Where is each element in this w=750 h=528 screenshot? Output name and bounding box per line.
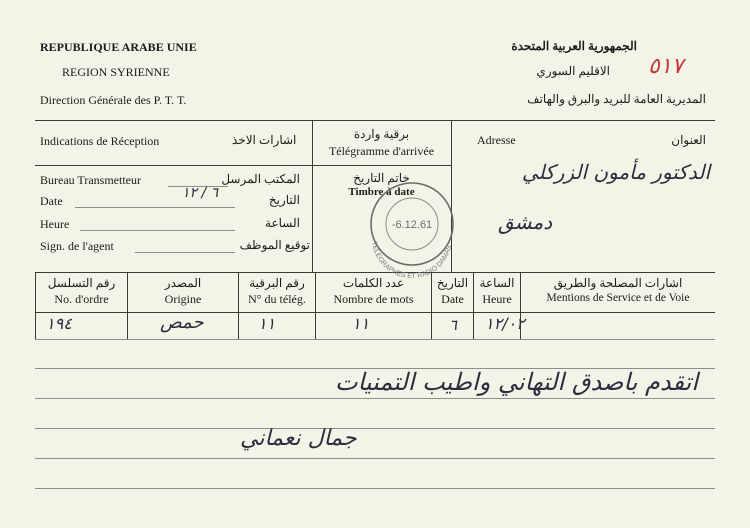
col-hour-ar: الساعة: [479, 276, 515, 290]
handwritten-serial: ٥١٧: [648, 54, 684, 79]
col-origin: Origine: [164, 292, 202, 306]
value-telegram-no: ١١: [258, 314, 276, 333]
col-service-ar: اشارات المصلحة والطريق: [553, 276, 683, 290]
col-service: Mentions de Service et de Voie: [546, 292, 690, 304]
value-origin: حمص: [160, 312, 204, 333]
header-direction: Direction Générale des P. T. T.: [40, 93, 187, 107]
col-order-ar: رقم التسلسل: [47, 276, 116, 290]
stamp-label: Timbre à date: [348, 186, 415, 198]
col-date-ar: التاريخ: [436, 276, 469, 290]
col-date: Date: [441, 292, 464, 306]
message-line-4: [35, 458, 715, 459]
message-text: اتقدم باصدق التهاني واطيب التمنيات: [335, 368, 698, 396]
message-line-2: [35, 398, 715, 399]
col-words: Nombre de mots: [333, 292, 414, 306]
label-heure: Heure: [40, 217, 70, 231]
header-region: REGION SYRIENNE: [62, 65, 170, 79]
reception-title-ar: اشارات الاخذ: [232, 133, 297, 147]
reception-title: Indications de Réception: [40, 134, 160, 148]
value-date: ٦: [449, 316, 458, 334]
header-direction-ar: المديرية العامة للبريد والبرق والهاتف: [527, 92, 706, 106]
message-line-3: [35, 428, 715, 429]
handwritten-date: ٦ / ١٢: [182, 185, 219, 201]
table-rule-bottom: [35, 339, 715, 340]
label-date: Date: [40, 194, 63, 208]
col-telegram-no: N° du télég.: [248, 292, 306, 306]
value-order: ١٩٤: [46, 314, 72, 333]
label-sign: Sign. de l'agent: [40, 239, 114, 253]
header-republic: REPUBLIQUE ARABE UNIE: [40, 40, 197, 54]
stamp-label-ar: خاتم التاريخ: [353, 171, 410, 185]
label-bureau: Bureau Transmetteur: [40, 173, 141, 187]
stamp-ring-text: TELEGRAPHES ET RADIO DAMAS: [370, 241, 454, 281]
value-hour: ١٢/٠٢: [485, 314, 525, 333]
handwritten-address-city: دمشق: [498, 210, 553, 234]
handwritten-address-name: الدكتور مأمون الزركلي: [521, 160, 710, 184]
col-origin-ar: المصدر: [164, 276, 202, 290]
header-republic-ar: الجمهورية العربية المتحدة: [511, 39, 637, 53]
header-region-ar: الاقليم السوري: [536, 64, 610, 78]
value-words: ١١: [352, 314, 370, 333]
arrival-title-ar: برقية واردة: [353, 127, 410, 141]
message-signature: جمال نعماني: [240, 426, 357, 451]
col-hour: Heure: [482, 292, 512, 306]
label-heure-ar: الساعة: [265, 216, 300, 230]
col-telegram-no-ar: رقم البرقية: [249, 276, 305, 290]
table-rule-mid: [35, 312, 715, 313]
stamp-date: -6.12.61: [391, 219, 433, 231]
label-date-ar: التاريخ: [268, 193, 300, 207]
address-label-ar: العنوان: [671, 133, 706, 147]
address-label: Adresse: [477, 133, 516, 147]
col-order: No. d'ordre: [54, 292, 109, 306]
label-sign-ar: توقيع الموظف: [239, 238, 310, 252]
col-words-ar: عدد الكلمات: [342, 276, 405, 290]
message-line-5: [35, 488, 715, 489]
arrival-title: Télégramme d'arrivée: [328, 144, 435, 158]
label-bureau-ar: المكتب المرسل: [221, 172, 300, 186]
